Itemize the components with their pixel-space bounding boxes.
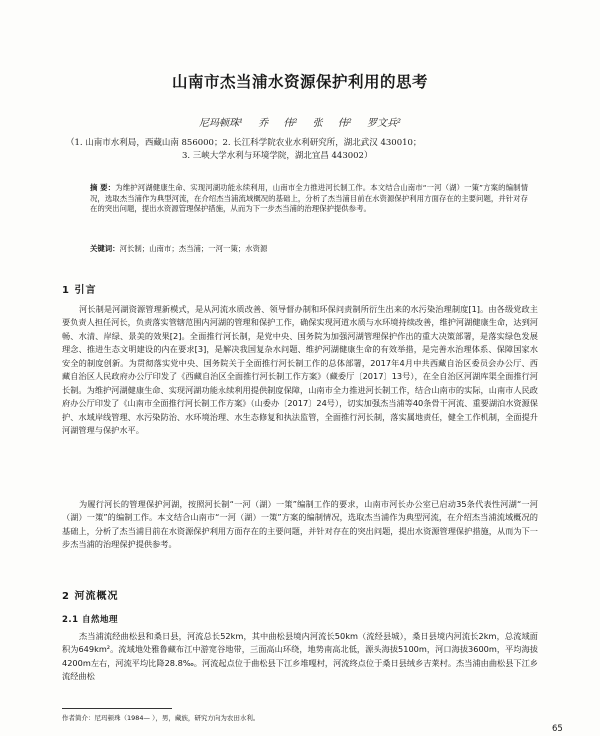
paper-title: 山南市杰当浦水资源保护利用的思考 bbox=[171, 73, 428, 91]
section-1-paragraph-1: 河长制是河湖资源管理新模式，是从河流水质改善、领导督办制和环保问责制所衍生出来的水污染治理制度[1]。由各级党政主要负责人担任河长，负责落实管辖范围内河湖的管理和保护工作，确保实现河道水质与水环境持续改善，维护河湖健康生命，达到河畅、水清、岸绿、景美的效果[2]。全面推行河长制，是党中央、国务院为加强河湖管理保护作出的重大决策部署，是落实绿色发展理念、推进生态文明建设的内在要求[3]，是解决我国复杂水问题、维护河湖健康生命的有效举措，是完善水治理体系、保障国家水安全的制度创新。为贯彻落实党中央、国务院关于全面推行河长制工作的总体部署，2017年4月中共西藏自治区委员会办公厅、西藏自治区人民政府办公厅印发了《西藏自治区全面推行河长制工作方案》（藏委厅〔2017〕13号），在全自治区河湖库渠全面推行河长制。为维护河湖健康生命、实现河湖功能永续利用提供制度保障，山南市全力推进河长制工作，结合山南市的实际，山南市人民政府办公厅印发了《山南市全面推行河长制工作方案》（山委办〔2017〕24号），切实加强杰当浦等40条骨干河流、重要湖泊水资源保护、水域岸线管理、水污染防治、水环境治理、水生态修复和执法监管，全面推行河长制，落实属地责任，健全工作机制，全面提升河湖管理与保护水平。 bbox=[62, 304, 538, 436]
author-list: 尼玛顿珠¹ 乔 伟² 张 伟² 罗文兵² bbox=[199, 118, 401, 129]
section-2-1-heading: 2.1 自然地理 bbox=[62, 615, 119, 625]
section-1-paragraph-2: 为履行河长的管理保护河湖，按照河长制“一河（湖）一策”编制工作的要求，山南市河长办公室已启动35条代表性河湖“一河（湖）一策”的编制工作。本文结合山南市“一河（湖）一策”方案的编制情况，选取杰当浦作为典型河流，在介绍杰当浦流域概况的基础上，分析了杰当浦目前在水资源保护利用方面存在的主要问题，并针对存在的突出问题，提出水资源管理保护措施，从而为下一步杰当浦的治理保护提供参考。 bbox=[62, 499, 538, 550]
keywords-label: 关键词： bbox=[90, 244, 120, 253]
keywords-text: 河长制；山南市；杰当浦；一河一策；水资源 bbox=[119, 244, 268, 253]
affiliation-line-1: （1. 山南市水利局，西藏山南 856000；2. 长江科学院农业水利研究所，湖北武汉 430010； bbox=[66, 138, 422, 148]
section-2-heading: 2 河流概况 bbox=[62, 591, 119, 602]
affiliation-line-2: 3. 三峡大学水利与环境学院，湖北宜昌 443002） bbox=[182, 151, 373, 161]
footnote-divider bbox=[62, 708, 172, 709]
page-number: 65 bbox=[552, 724, 563, 734]
section-1-heading: 1 引言 bbox=[62, 285, 97, 296]
abstract-label: 摘 要： bbox=[90, 183, 116, 192]
abstract-block bbox=[90, 183, 528, 215]
keywords-block bbox=[90, 244, 528, 255]
author-footnote: 作者简介：尼玛顿珠（1984— ），男，藏族，研究方向为农田水利。 bbox=[62, 714, 260, 722]
section-2-1-paragraph: 杰当浦流经曲松县和桑日县，河流总长52km，其中曲松县境内河流长50km（流经县城），桑日县境内河流长2km，总流域面积为649km²。流域地处雅鲁藏布江中游宽谷地带，三面高山环绕，地势南高北低，源头海拔5100m，河口海拔3600m，平均海拔4200m左右，河流平均比降28.8‰。河流起点位于曲松县下江乡堆嘎村，河流终点位于桑日县绒乡吉莱村。杰当浦由曲松县下江乡流经曲松 bbox=[62, 631, 538, 682]
abstract-text: 为维护河湖健康生命、实现河湖功能永续利用，山南市全力推进河长制工作。本文结合山南市“一河（湖）一策”方案的编制情况，选取杰当浦作为典型河流，在介绍杰当浦流域概况的基础上，分析了杰当浦目前在水资源保护利用方面存在的主要问题，并针对存在的突出问题，提出水资源管理保护措施，从而为下一步杰当浦的治理保护提供参考。 bbox=[90, 183, 528, 214]
